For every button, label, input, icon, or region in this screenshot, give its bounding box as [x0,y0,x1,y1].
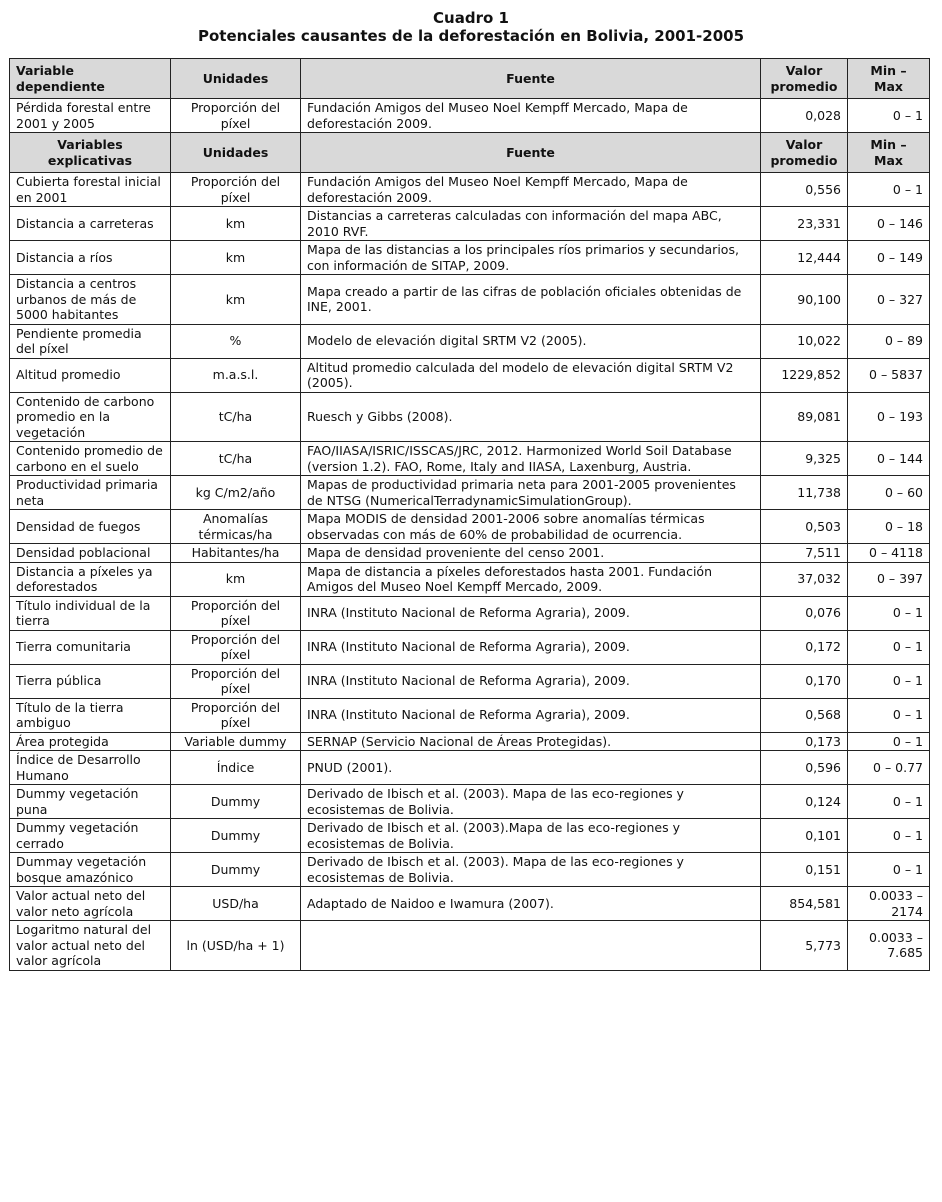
source-cell [301,921,761,971]
min-max-cell: 0 – 149 [848,241,930,275]
source-cell: Mapa de densidad proveniente del censo 2001. [301,544,761,563]
table-row [10,921,930,971]
mean-value-cell: 9,325 [761,442,848,476]
min-max-cell: 0 – 60 [848,476,930,510]
min-max-cell: 0 – 89 [848,324,930,358]
min-max-cell: 0 – 5837 [848,358,930,392]
table-subtitle: Potenciales causantes de la deforestación en Bolivia, 2001-2005 [197,27,745,45]
mean-value-cell: 0,172 [761,630,848,664]
units-cell: km [171,207,301,241]
source-cell: Adaptado de Naidoo e Iwamura (2007). [301,887,761,921]
units-cell: % [171,324,301,358]
min-max-cell: 0 – 1 [848,698,930,732]
min-max-cell: 0 – 1 [848,785,930,819]
min-max-cell: 0 – 397 [848,562,930,596]
min-max-cell: 0 – 0.77 [848,751,930,785]
source-cell: Derivado de Ibisch et al. (2003).Mapa de las eco-regiones y ecosistemas de Bolivia. [301,819,761,853]
variable-cell: Valor actual neto del valor neto agrícola [10,887,171,921]
table-row [10,853,930,887]
units-cell: m.a.s.l. [171,358,301,392]
source-cell: Ruesch y Gibbs (2008). [301,392,761,442]
source-cell: Mapa creado a partir de las cifras de población oficiales obtenidas de INE, 2001. [301,275,761,325]
source-cell: Derivado de Ibisch et al. (2003). Mapa de las eco-regiones y ecosistemas de Bolivia. [301,785,761,819]
mean-value-cell: 0,028 [761,99,848,133]
units-cell: Variable dummy [171,732,301,751]
mean-value-cell: 0,503 [761,510,848,544]
table-row [10,664,930,698]
variable-cell: Dummay vegetación bosque amazónico [10,853,171,887]
source-cell: Derivado de Ibisch et al. (2003). Mapa de las eco-regiones y ecosistemas de Bolivia. [301,853,761,887]
min-max-cell: 0 – 146 [848,207,930,241]
mean-value-cell: 0,173 [761,732,848,751]
table-row [10,392,930,442]
min-max-cell: 0 – 18 [848,510,930,544]
variable-cell: Dummy vegetación cerrado [10,819,171,853]
header-variable: Variables explicativas [10,133,171,173]
table-row [10,785,930,819]
units-cell: km [171,241,301,275]
min-max-cell: 0 – 327 [848,275,930,325]
table-row [10,698,930,732]
table-body [10,59,930,971]
variable-cell: Altitud promedio [10,358,171,392]
mean-value-cell: 0,101 [761,819,848,853]
variable-cell: Distancia a carreteras [10,207,171,241]
min-max-cell: 0.0033 – 2174 [848,887,930,921]
units-cell: tC/ha [171,442,301,476]
min-max-cell: 0 – 1 [848,819,930,853]
min-max-cell: 0 – 1 [848,630,930,664]
mean-value-cell: 0,170 [761,664,848,698]
variable-cell: Área protegida [10,732,171,751]
mean-value-cell: 1229,852 [761,358,848,392]
variable-cell: Índice de Desarrollo Humano [10,751,171,785]
units-cell: Proporción del píxel [171,664,301,698]
table-row [10,241,930,275]
mean-value-cell: 0,568 [761,698,848,732]
table-row [10,207,930,241]
mean-value-cell: 0,076 [761,596,848,630]
mean-value-cell: 23,331 [761,207,848,241]
units-cell: Dummy [171,819,301,853]
variable-cell: Logaritmo natural del valor actual neto del valor agrícola [10,921,171,971]
variable-cell: Pérdida forestal entre 2001 y 2005 [10,99,171,133]
source-cell: INRA (Instituto Nacional de Reforma Agraria), 2009. [301,596,761,630]
header-row [10,59,930,99]
table-title: Cuadro 1 [433,9,509,27]
source-cell: INRA (Instituto Nacional de Reforma Agraria), 2009. [301,630,761,664]
variable-cell: Contenido promedio de carbono en el suelo [10,442,171,476]
source-cell: SERNAP (Servicio Nacional de Áreas Protegidas). [301,732,761,751]
units-cell: km [171,275,301,325]
table-row [10,510,930,544]
min-max-cell: 0 – 144 [848,442,930,476]
header-source: Fuente [301,133,761,173]
variable-cell: Cubierta forestal inicial en 2001 [10,173,171,207]
mean-value-cell: 0,596 [761,751,848,785]
min-max-cell: 0 – 1 [848,99,930,133]
table-row [10,275,930,325]
table-row [10,358,930,392]
units-cell: Habitantes/ha [171,544,301,563]
variable-cell: Densidad poblacional [10,544,171,563]
min-max-cell: 0 – 1 [848,853,930,887]
table-row [10,751,930,785]
units-cell: Dummy [171,853,301,887]
mean-value-cell: 0,151 [761,853,848,887]
header-units: Unidades [171,133,301,173]
table-row [10,442,930,476]
units-cell: ln (USD/ha + 1) [171,921,301,971]
table-row [10,732,930,751]
mean-value-cell: 7,511 [761,544,848,563]
mean-value-cell: 0,124 [761,785,848,819]
table-row [10,99,930,133]
min-max-cell: 0 – 4118 [848,544,930,563]
units-cell: Proporción del píxel [171,596,301,630]
units-cell: Proporción del píxel [171,630,301,664]
table-row [10,887,930,921]
units-cell: Dummy [171,785,301,819]
header-variable: Variable dependiente [10,59,171,99]
source-cell: FAO/IIASA/ISRIC/ISSCAS/JRC, 2012. Harmonized World Soil Database (version 1.2). FAO, Rome, Italy and IIASA, Laxenburg, Austria. [301,442,761,476]
header-units: Unidades [171,59,301,99]
source-cell: PNUD (2001). [301,751,761,785]
header-row [10,133,930,173]
variable-cell: Distancia a píxeles ya deforestados [10,562,171,596]
variable-cell: Distancia a ríos [10,241,171,275]
units-cell: km [171,562,301,596]
deforestation-drivers-table [9,58,930,971]
min-max-cell: 0 – 1 [848,664,930,698]
table-row [10,819,930,853]
mean-value-cell: 5,773 [761,921,848,971]
min-max-cell: 0 – 1 [848,732,930,751]
variable-cell: Contenido de carbono promedio en la vegetación [10,392,171,442]
header-source: Fuente [301,59,761,99]
table-row [10,596,930,630]
units-cell: Índice [171,751,301,785]
mean-value-cell: 90,100 [761,275,848,325]
table-row [10,562,930,596]
source-cell: Fundación Amigos del Museo Noel Kempff Mercado, Mapa de deforestación 2009. [301,99,761,133]
variable-cell: Dummy vegetación puna [10,785,171,819]
source-cell: Mapa de distancia a píxeles deforestados hasta 2001. Fundación Amigos del Museo Noel Kempff Mercado, 2009. [301,562,761,596]
min-max-cell: 0.0033 – 7.685 [848,921,930,971]
source-cell: Altitud promedio calculada del modelo de elevación digital SRTM V2 (2005). [301,358,761,392]
header-min-max: Min – Max [848,59,930,99]
units-cell: USD/ha [171,887,301,921]
units-cell: Proporción del píxel [171,173,301,207]
mean-value-cell: 37,032 [761,562,848,596]
source-cell: Distancias a carreteras calculadas con información del mapa ABC, 2010 RVF. [301,207,761,241]
variable-cell: Título individual de la tierra [10,596,171,630]
mean-value-cell: 10,022 [761,324,848,358]
source-cell: Mapa MODIS de densidad 2001-2006 sobre anomalías térmicas observadas con más de 60% de probabilidad de ocurrencia. [301,510,761,544]
units-cell: Anomalías térmicas/ha [171,510,301,544]
variable-cell: Tierra comunitaria [10,630,171,664]
units-cell: Proporción del píxel [171,99,301,133]
variable-cell: Densidad de fuegos [10,510,171,544]
source-cell: Fundación Amigos del Museo Noel Kempff Mercado, Mapa de deforestación 2009. [301,173,761,207]
source-cell: Modelo de elevación digital SRTM V2 (2005). [301,324,761,358]
min-max-cell: 0 – 193 [848,392,930,442]
variable-cell: Título de la tierra ambiguo [10,698,171,732]
variable-cell: Tierra pública [10,664,171,698]
table-row [10,544,930,563]
units-cell: tC/ha [171,392,301,442]
source-cell: Mapas de productividad primaria neta para 2001-2005 provenientes de NTSG (NumericalTerradynamicSimulationGroup). [301,476,761,510]
table-caption [0,0,942,45]
mean-value-cell: 0,556 [761,173,848,207]
source-cell: INRA (Instituto Nacional de Reforma Agraria), 2009. [301,698,761,732]
mean-value-cell: 11,738 [761,476,848,510]
min-max-cell: 0 – 1 [848,596,930,630]
header-min-max: Min – Max [848,133,930,173]
variable-cell: Distancia a centros urbanos de más de 5000 habitantes [10,275,171,325]
header-mean-value: Valor promedio [761,59,848,99]
table-row [10,173,930,207]
table-row [10,630,930,664]
header-mean-value: Valor promedio [761,133,848,173]
mean-value-cell: 854,581 [761,887,848,921]
table-row [10,476,930,510]
table-row [10,324,930,358]
units-cell: Proporción del píxel [171,698,301,732]
source-cell: Mapa de las distancias a los principales ríos primarios y secundarios, con información de SITAP, 2009. [301,241,761,275]
mean-value-cell: 89,081 [761,392,848,442]
variable-cell: Productividad primaria neta [10,476,171,510]
min-max-cell: 0 – 1 [848,173,930,207]
mean-value-cell: 12,444 [761,241,848,275]
variable-cell: Pendiente promedia del píxel [10,324,171,358]
units-cell: kg C/m2/año [171,476,301,510]
source-cell: INRA (Instituto Nacional de Reforma Agraria), 2009. [301,664,761,698]
